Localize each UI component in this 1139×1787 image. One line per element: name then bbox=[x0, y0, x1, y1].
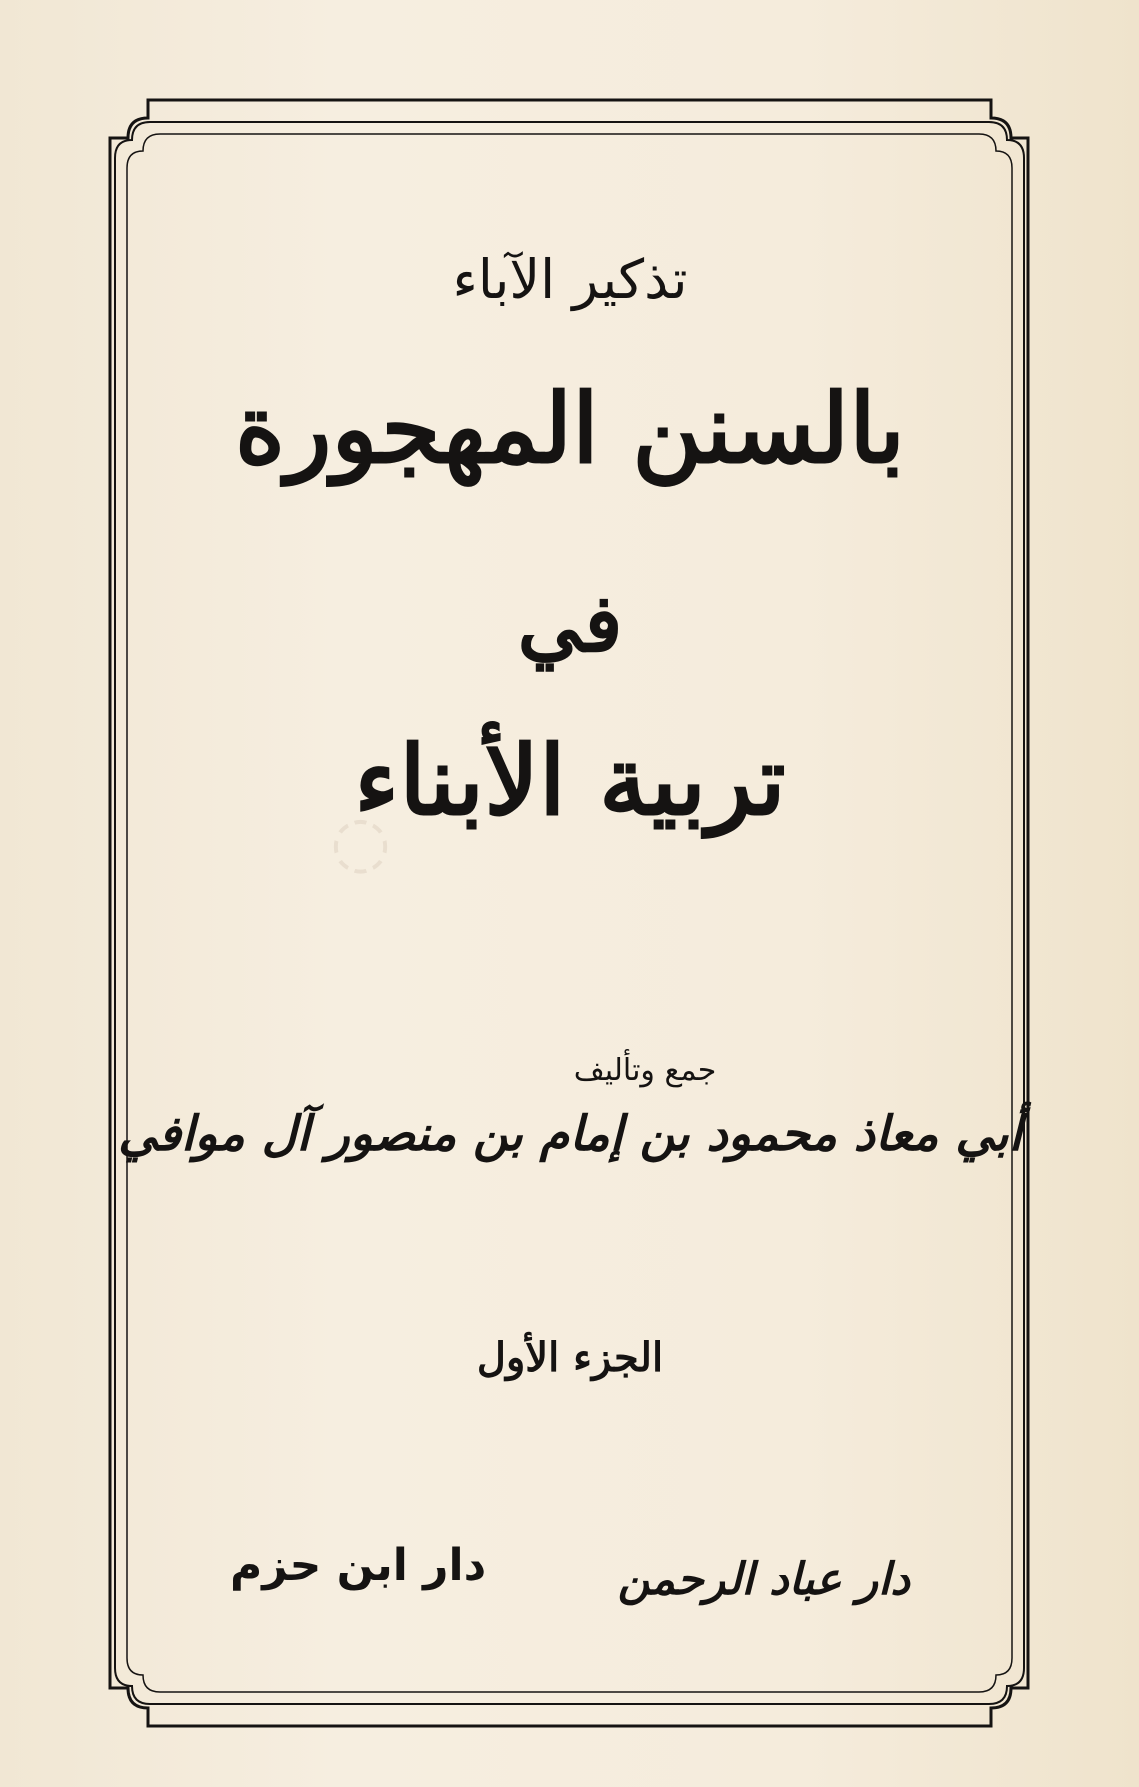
title-line-3: في bbox=[517, 576, 623, 670]
publisher-left: دار ابن حزم bbox=[230, 1540, 487, 1591]
volume-label: الجزء الأول bbox=[476, 1334, 664, 1381]
title-page-content bbox=[90, 140, 1050, 1660]
title-line-2: بالسنن المهجورة bbox=[234, 372, 906, 485]
compiled-by-label: جمع وتأليف bbox=[573, 1053, 717, 1088]
publisher-right: دار عباد الرحمن bbox=[617, 1554, 910, 1605]
title-line-1: تذكير الآباء bbox=[452, 248, 688, 311]
author-name: أبي معاذ محمود بن إمام بن منصور آل موافي bbox=[118, 1106, 1022, 1162]
show-through-decoration: ◌ bbox=[330, 800, 392, 882]
title-line-4: تربية الأبناء bbox=[354, 724, 786, 837]
